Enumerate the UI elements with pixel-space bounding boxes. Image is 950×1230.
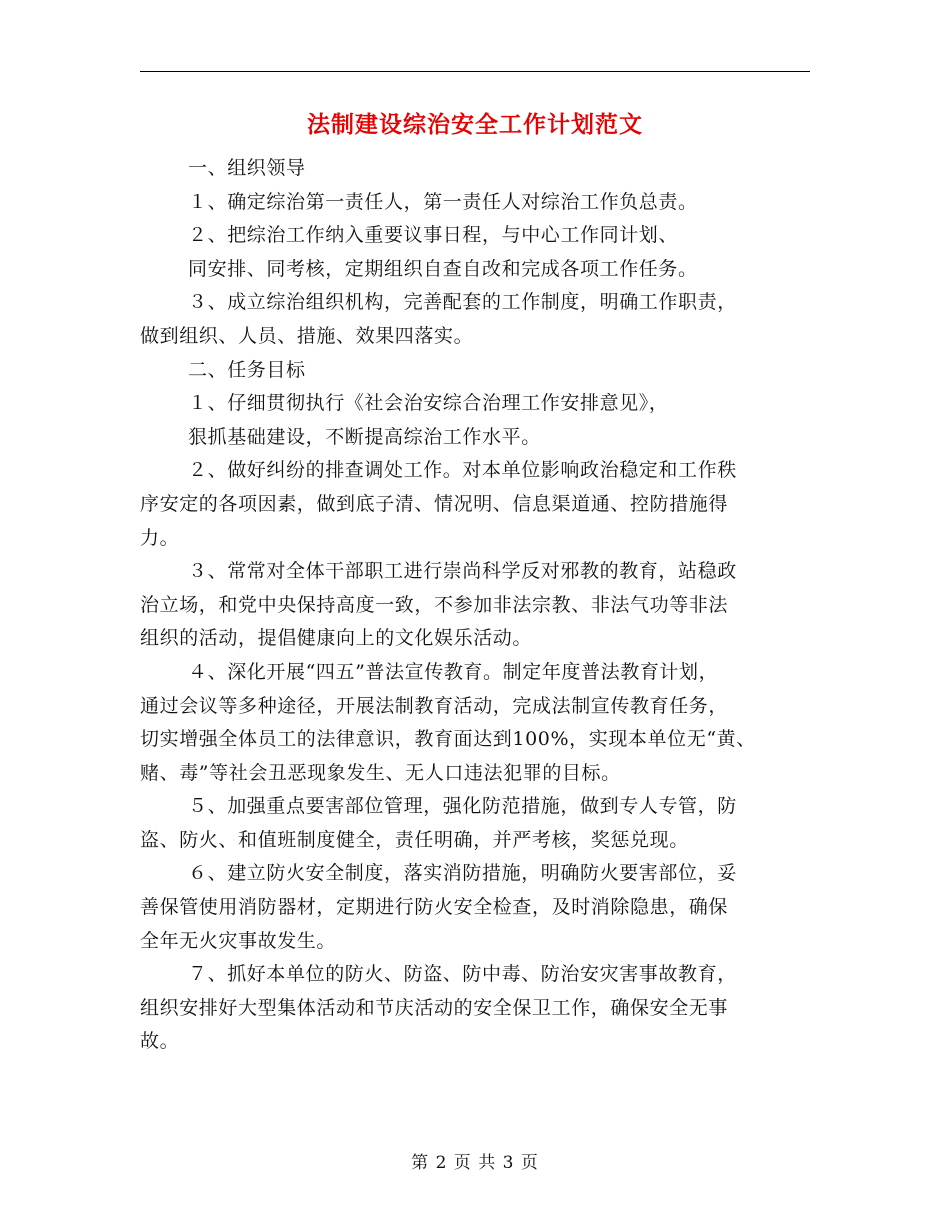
body-line: 善保管使用消防器材，定期进行防火安全检查，及时消除隐患，确保: [140, 896, 729, 919]
body-line: 盗、防火、和值班制度健全，责任明确，并严考核，奖惩兑现。: [140, 828, 689, 851]
body-line: ２、做好纠纷的排查调处工作。对本单位影响政治稳定和工作秩: [188, 459, 737, 482]
body-line: 组织安排好大型集体活动和节庆活动的安全保卫工作，确保安全无事: [140, 996, 729, 1019]
body-line: 全年无火灾事故发生。: [140, 929, 337, 952]
body-line: ４、深化开展“四五”普法宣传教育。制定年度普法教育计划，: [188, 660, 719, 683]
body-line: ３、成立综治组织机构，完善配套的工作制度，明确工作职责，: [188, 291, 737, 314]
body-line: 做到组织、人员、措施、效果四落实。: [140, 324, 474, 347]
body-line: 故。: [140, 1030, 180, 1053]
document-body: [140, 152, 810, 1059]
body-line: 治立场，和党中央保持高度一致，不参加非法宗教、非法气功等非法: [140, 593, 729, 616]
body-line: ５、加强重点要害部位管理，强化防范措施，做到专人专管，防: [188, 795, 737, 818]
body-line: 赌、毒”等社会丑恶现象发生、无人口违法犯罪的目标。: [140, 761, 621, 784]
body-line: ６、建立防火安全制度，落实消防措施，明确防火要害部位，妥: [188, 862, 737, 885]
body-line: ７、抓好本单位的防火、防盗、防中毒、防治安灾害事故教育，: [188, 963, 737, 986]
body-line: 同安排、同考核，定期组织自查自改和完成各项工作任务。: [188, 257, 698, 280]
header-rule: [140, 71, 810, 72]
body-line: 切实增强全体员工的法律意识，教育面达到100%，实现本单位无“黄、: [140, 728, 756, 751]
body-line: １、确定综治第一责任人，第一责任人对综治工作负总责。: [188, 190, 698, 213]
body-line: ３、常常对全体干部职工进行崇尚科学反对邪教的教育，站稳政: [188, 560, 737, 583]
body-line: 一、组织领导: [188, 157, 306, 179]
body-line: 通过会议等多种途径，开展法制教育活动，完成法制宣传教育任务，: [140, 694, 729, 717]
page-footer: 第 2 页 共 3 页: [411, 1153, 539, 1173]
body-line: 组织的活动，提倡健康向上的文化娱乐活动。: [140, 627, 533, 650]
document-title: 法制建设综治安全工作计划范文: [307, 111, 643, 138]
body-line: 二、任务目标: [188, 358, 306, 381]
body-line: 狠抓基础建设，不断提高综治工作水平。: [188, 425, 541, 448]
body-line: ２、把综治工作纳入重要议事日程，与中心工作同计划、: [188, 224, 679, 247]
body-line: １、仔细贯彻执行《社会治安综合治理工作安排意见》，: [188, 392, 669, 415]
body-line: 序安定的各项因素，做到底子清、情况明、信息渠道通、控防措施得: [140, 492, 729, 515]
body-line: 力。: [140, 526, 180, 549]
